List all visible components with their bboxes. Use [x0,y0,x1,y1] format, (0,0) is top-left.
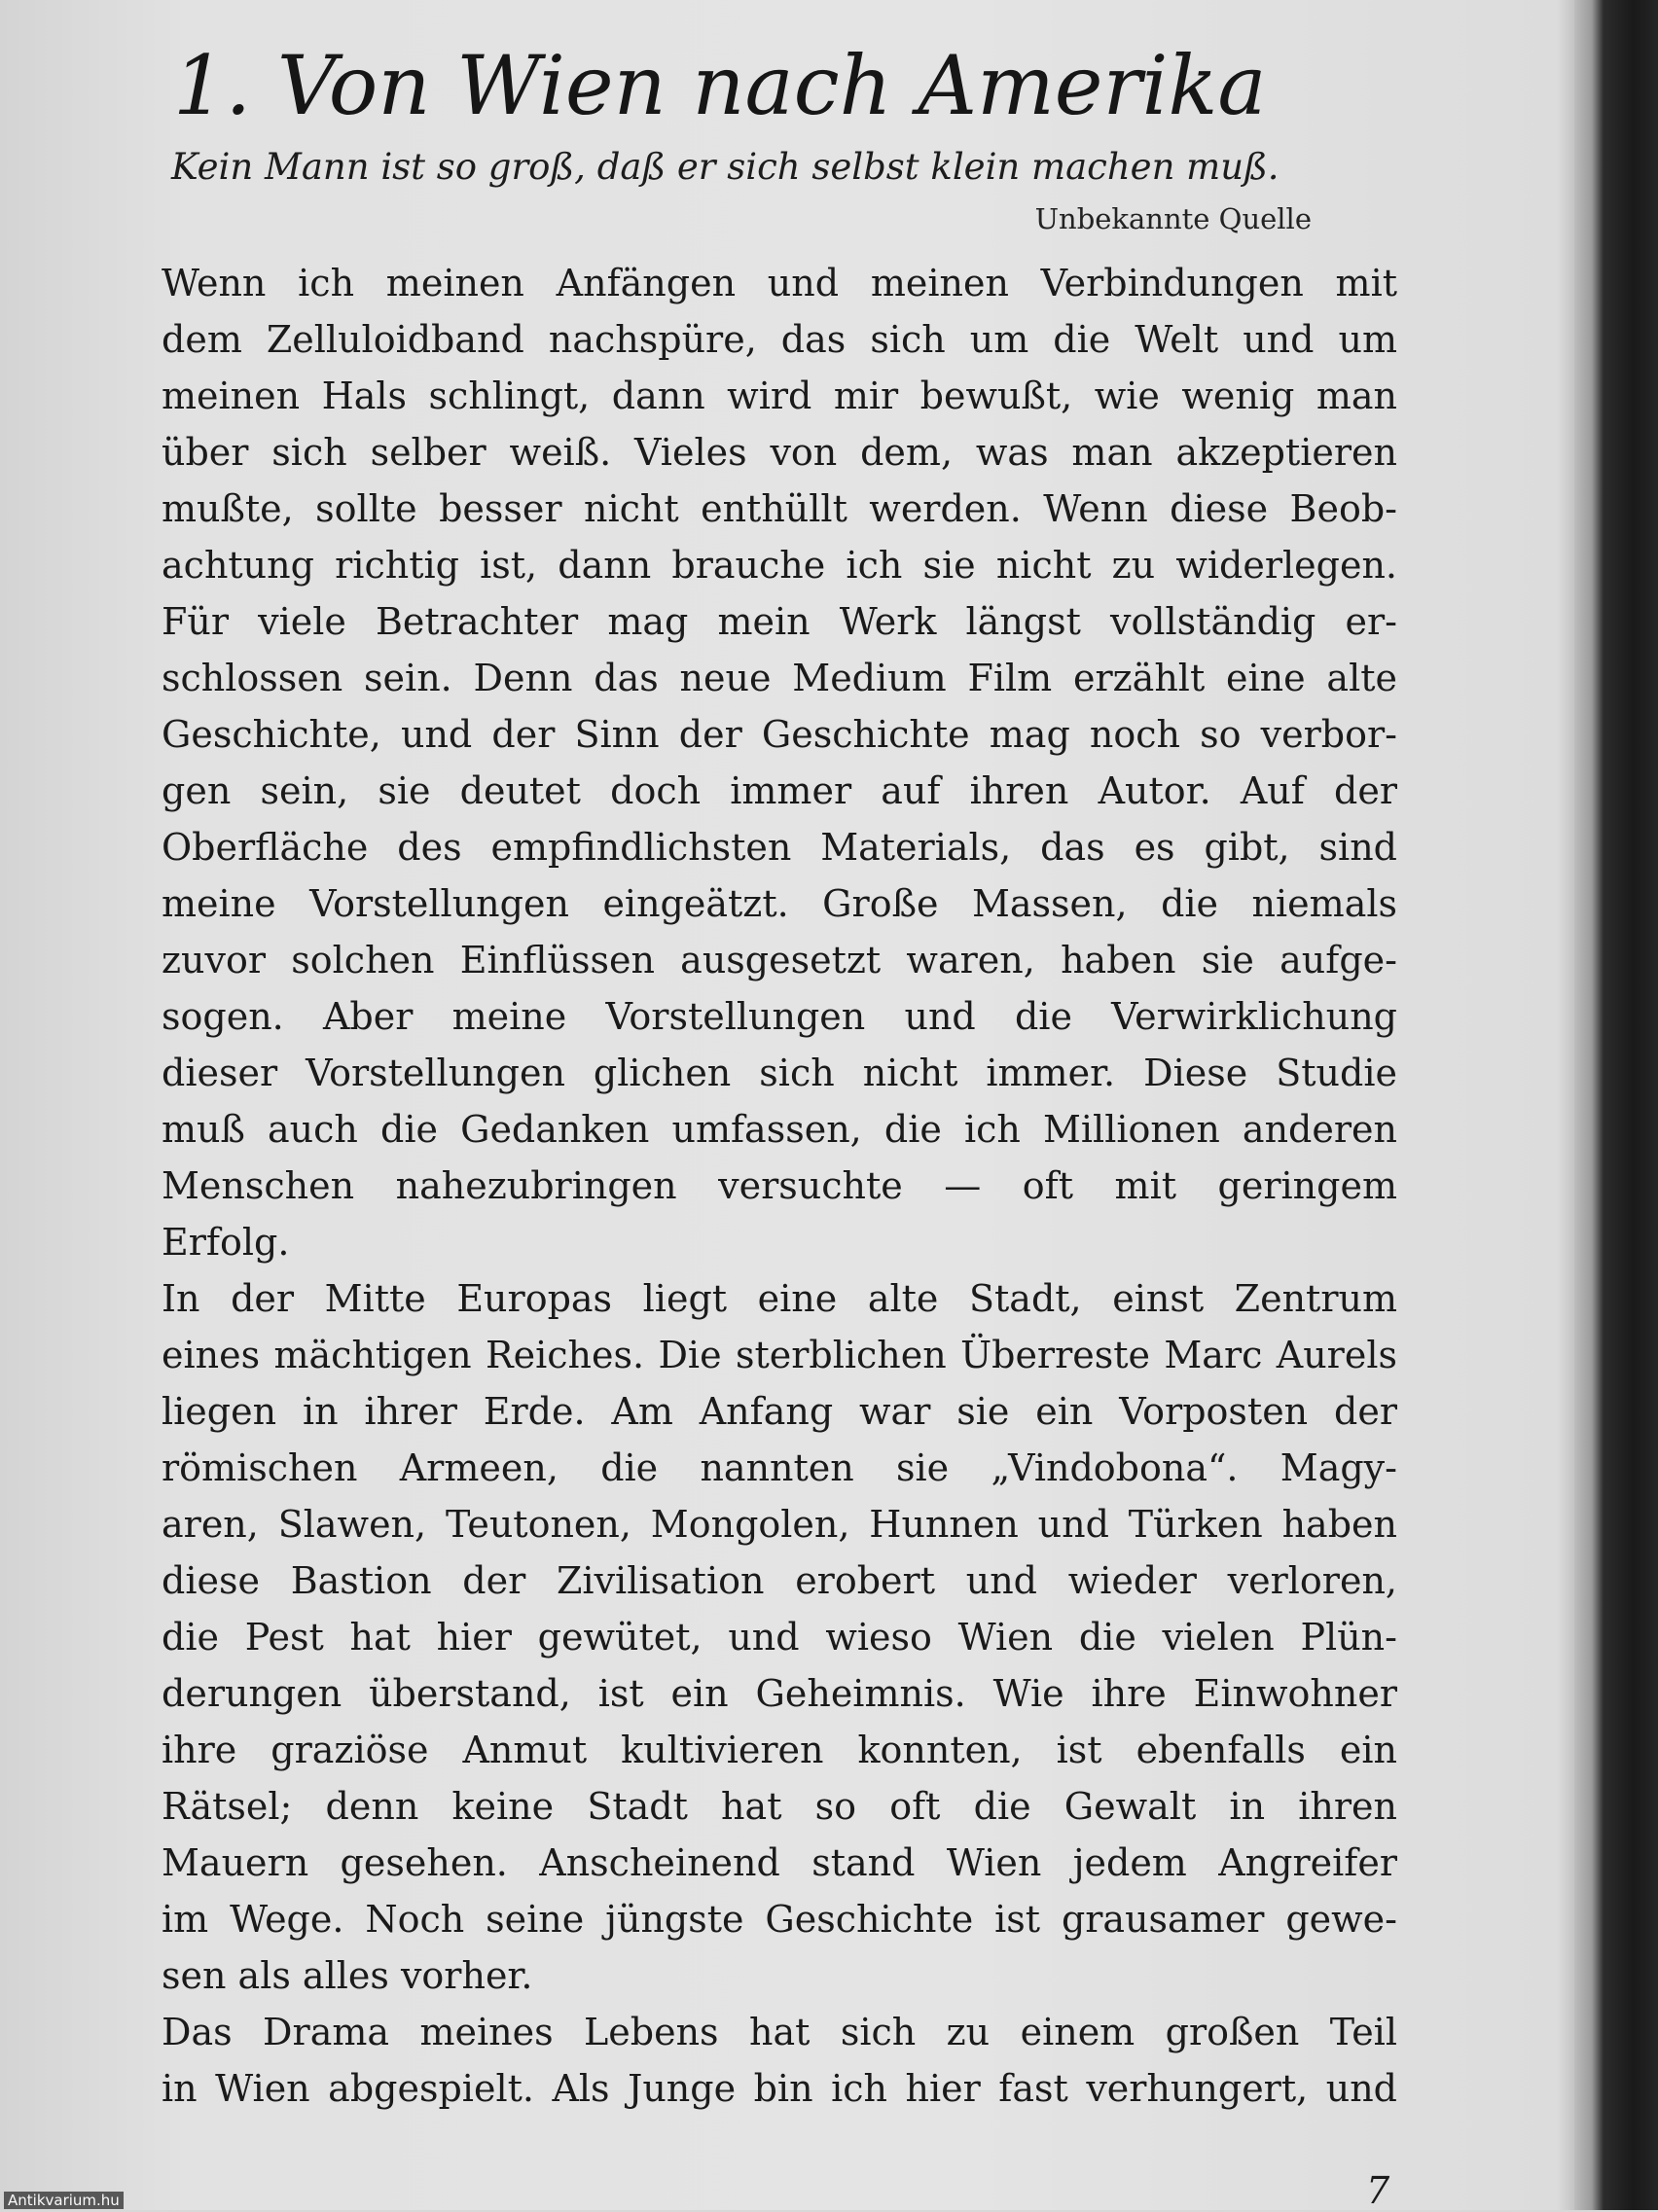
text-line: derungen überstand, ist ein Geheimnis. Wie ihre Einwohner [162,1672,1397,1715]
text-line: eines mächtigen Reiches. Die sterblichen Überreste Marc Aurels [162,1334,1397,1376]
text-line: ihre graziöse Anmut kultivieren konnten, ist ebenfalls ein [162,1729,1397,1771]
text-line: dem Zelluloidband nachspüre, das sich um die Welt und um [162,318,1397,361]
text-line: Rätsel; denn keine Stadt hat so oft die Gewalt in ihren [162,1785,1397,1828]
text-line: Mauern gesehen. Anscheinend stand Wien jedem Angreifer [162,1841,1397,1884]
text-line: zuvor solchen Einflüssen ausgesetzt waren, haben sie aufge- [162,939,1397,981]
watermark: Antikvarium.hu [4,2192,124,2209]
epigraph-source: Unbekannte Quelle [1034,202,1312,235]
text-line: Für viele Betrachter mag mein Werk längst vollständig er- [162,600,1397,643]
text-line: aren, Slawen, Teutonen, Mongolen, Hunnen und Türken haben [162,1503,1397,1546]
text-line: römischen Armeen, die nannten sie „Vindobona“. Magy- [162,1446,1397,1489]
text-line: meinen Hals schlingt, dann wird mir bewußt, wie wenig man [162,375,1397,417]
text-line: liegen in ihrer Erde. Am Anfang war sie ein Vorposten der [162,1390,1397,1433]
text-line: die Pest hat hier gewütet, und wieso Wien die vielen Plün- [162,1616,1397,1659]
text-line: in Wien abgespielt. Als Junge bin ich hier fast verhungert, und [162,2067,1397,2110]
text-line: Wenn ich meinen Anfängen und meinen Verbindungen mit [162,262,1397,304]
text-line: Geschichte, und der Sinn der Geschichte mag noch so verbor- [162,713,1397,756]
text-line: mußte, sollte besser nicht enthüllt werden. Wenn diese Beob- [162,487,1397,530]
text-line: diese Bastion der Zivilisation erobert und wieder verloren, [162,1559,1397,1602]
text-line: achtung richtig ist, dann brauche ich sie nicht zu widerlegen. [162,544,1397,587]
text-line: Oberfläche des empfindlichsten Materials, das es gibt, sind [162,826,1397,869]
page-edge [1557,0,1574,2210]
text-line: schlossen sein. Denn das neue Medium Film erzählt eine alte [162,657,1397,699]
body-text [162,255,1397,2117]
text-line: Menschen nahezubringen versuchte — oft mit geringem [162,1164,1397,1207]
text-line: muß auch die Gedanken umfassen, die ich Millionen anderen [162,1108,1397,1151]
epigraph: Kein Mann ist so groß, daß er sich selbst klein machen muß. [171,146,1280,188]
text-line: meine Vorstellungen eingeätzt. Große Massen, die niemals [162,882,1397,925]
page-number: 7 [1366,2169,1390,2212]
text-line: sogen. Aber meine Vorstellungen und die Verwirklichung [162,995,1397,1038]
text-line: dieser Vorstellungen glichen sich nicht immer. Diese Studie [162,1052,1397,1094]
text-line: gen sein, sie deutet doch immer auf ihren Autor. Auf der [162,769,1397,812]
text-line: im Wege. Noch seine jüngste Geschichte ist grausamer gewe- [162,1898,1397,1941]
text-line: In der Mitte Europas liegt eine alte Stadt, einst Zentrum [162,1277,1397,1320]
text-line: über sich selber weiß. Vieles von dem, was man akzeptieren [162,431,1397,474]
text-line: Das Drama meines Lebens hat sich zu einem großen Teil [162,2011,1397,2053]
text-line: sen als alles vorher. [162,1954,533,1997]
text-line: Erfolg. [162,1221,290,1264]
chapter-title: 1. Von Wien nach Amerika [173,38,1267,133]
book-spine [1574,0,1658,2210]
